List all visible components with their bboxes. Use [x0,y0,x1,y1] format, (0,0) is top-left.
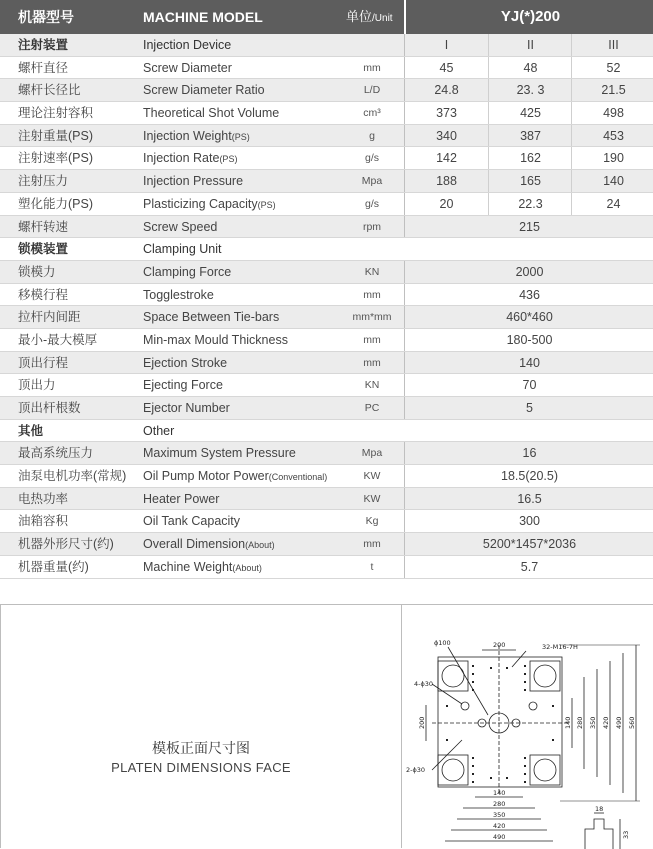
value-cell-merged: 300 [519,514,540,529]
row-label-cn: 机器重量(约) [18,559,89,574]
value-cell: 24 [571,193,653,216]
row-label-en [143,284,214,307]
tie-bar-hole-tr [534,665,556,687]
row-unit: KW [363,470,381,483]
row-values [404,102,653,125]
row-values [404,352,653,375]
row-label-en-text: Ejection Stroke [143,355,228,370]
row-unit: KN [364,379,380,392]
row-label-en [143,170,243,193]
row-unit: t [370,560,374,573]
table-row [0,556,653,579]
row-values [404,216,653,239]
label-height-280: 280 [576,716,584,729]
table-header [0,0,653,34]
value-cell: II [488,34,572,57]
tie-bar-square-tl [438,661,468,691]
row-values [404,306,653,329]
row-label-cn: 注射速率(PS) [18,151,94,166]
row-label-en [143,238,222,261]
row-values [404,147,653,170]
header-model-en: MACHINE MODEL [143,9,263,25]
row-values [404,79,653,102]
value-cell: 340 [436,128,457,143]
value-cell-merged: 2000 [515,264,544,279]
row-values [404,510,653,533]
row-label-en-text: Plasticizing Capacity [143,196,258,211]
row-values [404,465,653,488]
label-height-560: 560 [628,716,636,729]
row-label-cn: 移模行程 [18,287,69,302]
value-cell: 22.3 [488,193,572,216]
row-values [404,397,653,420]
row-label-cn: 注射装置 [18,38,69,52]
section-row [0,238,653,261]
row-label-cn: 顶出行程 [18,355,69,370]
row-label-en [143,193,276,217]
row-label-en-note: (PS) [231,131,250,142]
label-height-140: 140 [564,716,572,729]
table-row [0,193,653,216]
row-unit: mm [363,61,381,74]
platen-title-en: PLATEN DIMENSIONS FACE [111,760,291,775]
header-model-cn: 机器型号 [18,9,74,25]
row-label-en-text: Theoretical Shot Volume [143,106,280,121]
row-label-en [143,79,265,102]
section-row [0,420,653,443]
row-label-en [143,216,217,239]
row-label-en [143,261,231,284]
table-row [0,306,653,329]
ejector-hole-tl [461,702,469,710]
label-width-280: 280 [493,800,506,808]
label-slot-depth: 33 [622,830,630,839]
row-label-en-text: Other [143,423,175,438]
row-label-en-text: Togglestroke [143,287,214,302]
row-values [404,125,653,148]
row-label-en [143,533,275,557]
row-unit: rpm [362,220,382,233]
value-cell-merged: 18.5(20.5) [501,469,558,484]
table-row [0,397,653,420]
row-label-en-text: Min-max Mould Thickness [143,332,288,347]
row-values [404,374,653,397]
row-label-en [143,352,227,375]
row-label-cn: 螺杆长径比 [18,83,81,98]
row-label-en-text: Space Between Tie-bars [143,310,280,325]
value-cell: 373 [436,106,457,121]
label-bore: ϕ100 [434,639,451,647]
row-unit: g/s [364,152,379,165]
row-label-en-text: Clamping Force [143,264,232,279]
row-unit: mm*mm [352,311,392,324]
value-cell-merged: 215 [519,219,540,234]
section-row [0,34,653,57]
ejector-hole-tr [529,702,537,710]
row-label-en-text: Injection Pressure [143,174,244,189]
row-unit: Kg [365,515,379,528]
value-cell: 498 [571,102,653,125]
platen-outline [438,657,562,787]
row-label-en [143,102,279,125]
label-two-holes: 2-ϕ30 [406,766,426,774]
row-label-en [143,465,327,489]
value-cell: 190 [571,147,653,170]
value-cell-merged: 5200*1457*2036 [482,537,577,552]
row-unit: cm³ [363,107,381,120]
row-unit: KN [364,265,380,278]
header-unit-en: /Unit [372,13,393,24]
row-values [404,329,653,352]
label-left-height: 200 [418,716,426,729]
label-width-490: 490 [493,833,506,841]
tie-bar-square-br [530,755,560,785]
row-label-cn: 机器外形尺寸(约) [18,537,114,552]
row-label-cn: 最小-最大模厚 [18,332,98,347]
row-values [404,556,653,579]
value-cell-merged: 436 [519,287,540,302]
row-label-cn: 其他 [18,423,44,438]
row-values [404,34,653,57]
header-unit-cn: 单位 [346,9,373,24]
value-cell: 453 [571,125,653,148]
value-cell: 387 [488,125,572,148]
platen-drawing-panel [402,604,653,848]
row-label-en-text: Screw Speed [143,219,218,234]
row-label-cn: 油箱容积 [18,514,69,529]
row-values [404,533,653,556]
row-values [404,488,653,511]
label-slot-width: 18 [595,805,604,813]
table-row [0,147,653,170]
row-label-cn: 塑化能力(PS) [18,196,94,211]
table-row [0,57,653,80]
row-label-cn: 螺杆直径 [18,60,69,75]
value-cell-merged: 460*460 [506,310,553,325]
label-top-width: 200 [493,641,506,649]
value-cell-merged: 16 [522,446,537,461]
row-label-en-text: Injection Device [143,38,232,52]
value-cell-merged: 140 [519,355,540,370]
value-cell: III [571,34,653,57]
label-width-420: 420 [493,822,506,830]
value-cell: 162 [488,147,572,170]
row-label-cn: 最高系统压力 [18,446,94,461]
row-unit: PC [364,402,380,414]
row-values [404,284,653,307]
table-row [0,216,653,239]
value-cell: 20 [439,196,454,211]
row-label-en-text: Clamping Unit [143,242,222,257]
label-width-140: 140 [493,789,506,797]
platen-dimension-drawing [402,605,653,849]
value-cell: 21.5 [571,79,653,102]
row-label-en [143,488,219,511]
row-label-en-text: Heater Power [143,491,220,506]
row-label-en-text: Ejecting Force [143,378,223,393]
tie-bar-square-tr [530,661,560,691]
row-label-en [143,420,174,443]
row-label-cn: 注射压力 [18,174,69,189]
tie-bar-hole-bl [442,759,464,781]
label-height-490: 490 [615,716,623,729]
value-cell-merged: 16.5 [517,491,542,506]
platen-title-cn: 模板正面尺寸图 [152,740,250,756]
table-row [0,329,653,352]
table-row [0,465,653,488]
row-values [404,193,653,216]
value-cell: 425 [488,102,572,125]
row-label-en [143,556,262,580]
row-values [404,442,653,465]
tie-bar-hole-br [534,759,556,781]
row-unit: g [369,129,375,142]
table-row [0,261,653,284]
label-width-350: 350 [493,811,506,819]
row-label-en [143,306,279,329]
four-holes-leader [432,684,462,704]
row-unit: mm [363,356,381,369]
label-four-holes: 4-ϕ30 [414,680,434,688]
row-label-cn: 拉杆内间距 [18,310,81,325]
platen-caption-panel [0,604,402,848]
value-cell: 165 [488,170,572,193]
table-row [0,352,653,375]
row-label-en [143,329,288,352]
row-label-en [143,34,231,57]
row-label-cn: 螺杆转速 [18,219,69,234]
row-label-en-note: (PS) [219,154,238,165]
row-label-en-text: Maximum System Pressure [143,446,296,461]
row-label-en [143,125,250,149]
table-row [0,79,653,102]
row-label-en [143,397,230,420]
row-divider [0,578,653,579]
header-model-number: YJ(*)200 [404,0,653,34]
row-label-en [143,57,232,80]
row-label-en-text: Oil Pump Motor Power [143,469,269,484]
row-values [404,261,653,284]
table-row [0,442,653,465]
value-cell-merged: 5.7 [520,559,539,574]
value-cell-merged: 5 [526,401,533,415]
row-label-cn: 油泵电机功率(常规) [18,469,127,484]
row-unit: L/D [363,84,381,97]
value-cell-merged: 70 [522,378,537,393]
row-label-en-note: (Conventional) [268,472,328,483]
row-label-en-text: Injection Rate [143,151,220,166]
value-cell: I [444,38,449,52]
table-row [0,510,653,533]
row-label-cn: 顶出杆根数 [18,401,81,415]
row-values [404,57,653,80]
value-cell: 140 [571,170,653,193]
row-unit: mm [363,538,381,551]
value-cell: 24.8 [434,83,459,98]
row-label-en-note: (About) [245,540,275,551]
table-row [0,102,653,125]
row-unit: KW [363,492,381,505]
row-label-cn: 顶出力 [18,378,56,393]
label-thread: 32-M16-7H [542,643,578,651]
value-cell: 142 [436,151,457,166]
row-label-en [143,442,296,465]
row-label-en [143,147,237,171]
thread-leader [512,651,526,667]
value-cell: 45 [439,60,454,75]
row-label-en-text: Overall Dimension [143,537,246,552]
row-label-en-text: Screw Diameter Ratio [143,83,265,98]
value-cell: 48 [488,57,572,80]
row-label-cn: 锁模力 [18,264,56,279]
row-unit: mm [363,333,381,346]
row-label-en [143,510,240,533]
row-unit: g/s [364,197,379,210]
value-cell: 188 [436,174,457,189]
row-label-en-note: (About) [232,562,262,573]
row-label-en [143,374,223,397]
row-unit: Mpa [361,175,383,188]
table-row [0,533,653,556]
row-label-en-text: Screw Diameter [143,60,232,75]
row-unit: mm [363,288,381,301]
spec-table [0,34,653,579]
label-height-420: 420 [602,716,610,729]
header-unit [346,0,393,34]
value-cell: 23. 3 [488,79,572,102]
row-label-cn: 注射重量(PS) [18,128,94,143]
table-row [0,374,653,397]
row-values [404,170,653,193]
t-slot-detail [585,819,613,849]
row-unit: Mpa [361,447,383,460]
label-height-350: 350 [589,716,597,729]
row-label-cn: 电热功率 [18,491,69,506]
table-row [0,125,653,148]
row-label-en-text: Oil Tank Capacity [143,514,241,529]
table-row [0,488,653,511]
row-label-en-text: Machine Weight [143,559,233,574]
row-label-en-text: Injection Weight [143,128,232,143]
row-label-cn: 锁模装置 [18,242,69,257]
row-label-en-text: Ejector Number [143,401,230,415]
row-label-cn: 理论注射容积 [18,106,94,121]
table-row [0,284,653,307]
table-row [0,170,653,193]
row-label-en-note: (PS) [257,199,276,210]
value-cell-merged: 180-500 [506,332,553,347]
value-cell: 52 [571,57,653,80]
